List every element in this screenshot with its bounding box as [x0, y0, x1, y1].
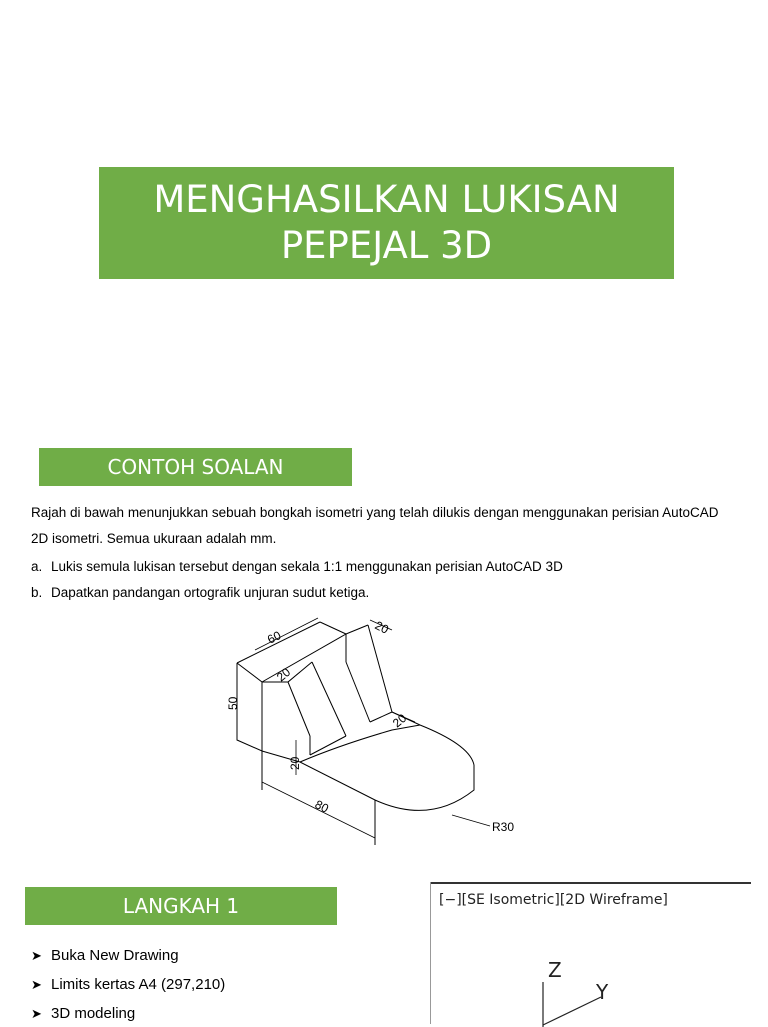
ucs-axis-icon — [531, 957, 631, 1027]
task-item-a — [31, 559, 563, 574]
step1-item-text: Buka New Drawing — [51, 947, 179, 964]
arrow-bullet-icon: ➤ — [31, 1006, 42, 1021]
dim-radius: R30 — [492, 820, 515, 834]
dim-20-height: 20 — [288, 756, 302, 770]
task-marker: a. — [31, 559, 43, 574]
isometric-drawing — [215, 610, 535, 855]
axis-z-label: Z — [548, 958, 562, 982]
viewport-controls[interactable]: [−][SE Isometric][2D Wireframe] — [439, 892, 668, 908]
intro-paragraph: Rajah di bawah menunjukkan sebuah bongkah isometri yang telah dilukis dengan menggunakan perisian AutoCAD 2D isometri. Semua ukuraan adalah mm. — [31, 505, 719, 546]
step1-item-new-drawing — [31, 947, 179, 964]
arrow-bullet-icon: ➤ — [31, 977, 42, 992]
arrow-bullet-icon: ➤ — [31, 948, 42, 963]
task-text: Dapatkan pandangan ortografik unjuran sudut ketiga. — [51, 585, 370, 600]
viewport-border — [431, 882, 751, 884]
step1-item-text: 3D modeling — [51, 1005, 136, 1022]
task-marker: b. — [31, 585, 43, 600]
step1-item-text: Limits kertas A4 (297,210) — [51, 976, 226, 993]
dim-80: 80 — [312, 797, 331, 816]
dim-20-top: 20 — [372, 618, 391, 637]
dim-20-left: 20 — [273, 664, 294, 685]
task-text: Lukis semula lukisan tersebut dengan sekala 1:1 menggunakan perisian AutoCAD 3D — [51, 559, 563, 574]
section-header-step1: LANGKAH 1 — [25, 887, 337, 925]
title-banner — [99, 167, 674, 279]
dim-60: 60 — [265, 628, 284, 647]
section-header-example: CONTOH SOALAN — [39, 448, 352, 486]
axis-y-label: Y — [596, 980, 609, 1004]
dimension-lines — [237, 618, 490, 838]
title-line-1: MENGHASILKAN LUKISAN — [153, 178, 620, 221]
task-item-b — [31, 585, 369, 600]
step1-item-3d-modeling — [31, 1005, 135, 1022]
dimension-labels — [226, 618, 514, 834]
autocad-viewport[interactable] — [430, 882, 753, 1024]
title-line-2: PEPEJAL 3D — [280, 224, 493, 267]
dim-50: 50 — [226, 696, 240, 710]
outline-lines — [237, 622, 474, 845]
dim-20-slot: 20 — [389, 710, 410, 731]
step1-item-limits — [31, 976, 225, 993]
